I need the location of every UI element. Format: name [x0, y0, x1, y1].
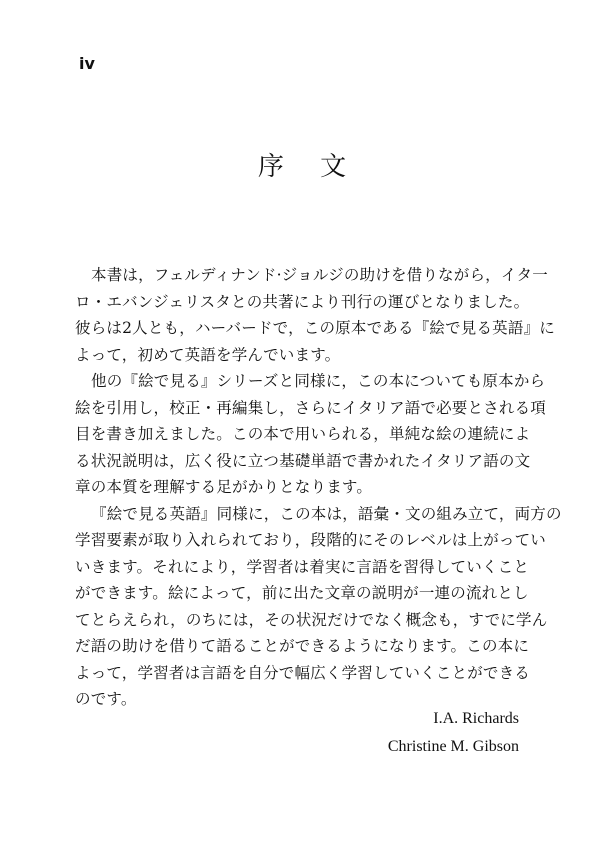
preface-line: 絵を引用し，校正・再編集し，さらにイタリア語で必要とされる項 — [75, 398, 547, 417]
preface-line: のです。 — [75, 690, 137, 708]
preface-line: よって，学習者は言語を自分で幅広く学習していくことができる — [75, 663, 530, 682]
author-name: I.A. Richards — [433, 710, 519, 727]
preface-line: だ語の助けを借りて語ることができるようになります。この本に — [75, 637, 530, 655]
author-signatures — [388, 705, 519, 761]
chapter-title: 序 文 — [257, 152, 361, 182]
preface-line: いきます。それにより，学習者は着実に言語を習得していくこと — [75, 557, 530, 576]
preface-line: 学習要素が取り入れられており，段階的にそのレベルは上がってい — [75, 531, 547, 549]
preface-line: 目を書き加えました。この本で用いられる，単純な絵の連続によ — [75, 425, 531, 443]
preface-line: てとらえられ，のちには，その状況だけでなく概念も，すでに学ん — [75, 610, 548, 629]
author-name: Christine M. Gibson — [387, 738, 519, 755]
preface-line: 他の『絵で見る』シリーズと同様に，この本についても原本から — [91, 372, 546, 390]
page-number: iv — [79, 54, 95, 73]
preface-line: る状況説明は，広く役に立つ基礎単語で書かれたイタリア語の文 — [75, 451, 531, 470]
preface-line: ができます。絵によって，前に出た文章の説明が一連の流れとし — [75, 584, 529, 602]
preface-line: 本書は，フェルディナンド·ジョルジの助けを借りながら，イタ一 — [91, 266, 548, 284]
preface-line: 章の本質を理解する足がかりとなります。 — [75, 478, 373, 496]
preface-line: ロ・エバンジェリスタとの共著により刊行の運びとなりました。 — [75, 292, 530, 311]
preface-line: よって，初めて英語を学んでいます。 — [75, 345, 341, 364]
preface-line: 彼らは2人とも，ハーバードで，この原本である『絵で見る英語』に — [75, 319, 555, 337]
preface-body — [75, 262, 562, 713]
preface-line: 『絵で見る英語』同様に，この本は，語彙・文の組み立て，両方の — [91, 504, 562, 523]
